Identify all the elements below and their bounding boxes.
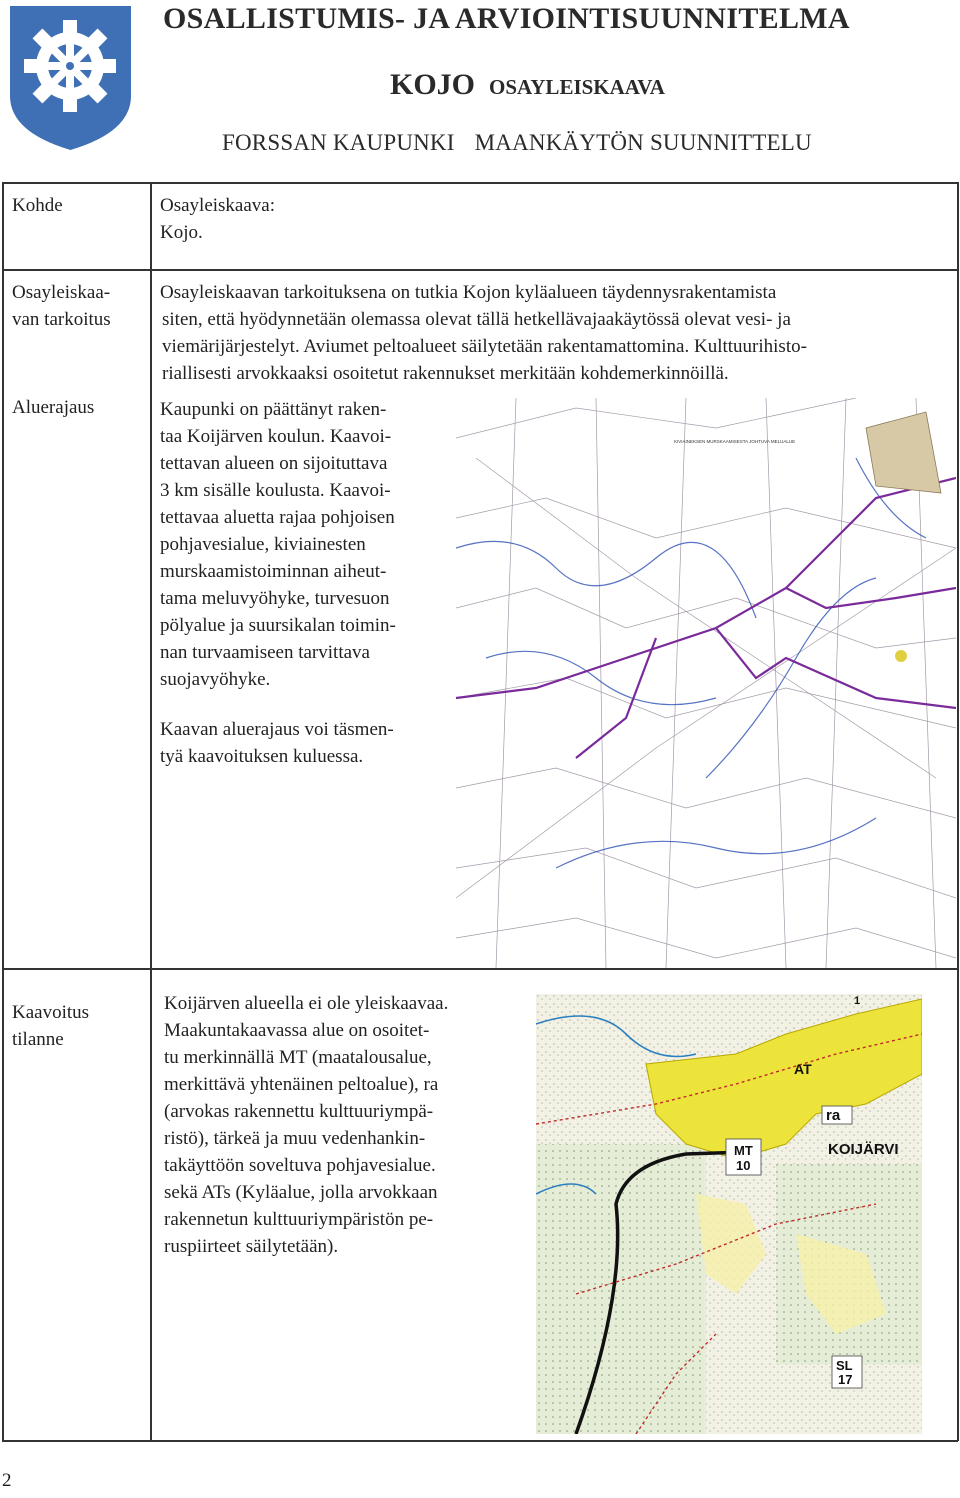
label-line: van tarkoitus [12, 309, 111, 330]
text-line: tama meluvyöhyke, turvesuon [160, 588, 390, 609]
text-line: murskaamistoiminnan aiheut- [160, 561, 387, 582]
document-title: OSALLISTUMIS- JA ARVIOINTISUUNNITELMA [163, 2, 850, 35]
regional-plan-map [536, 994, 922, 1434]
area-boundary-map [456, 398, 956, 968]
text-line: Osayleiskaavan tarkoituksena on tutkia Kojon kyläalueen täydennysrakentamista [160, 282, 777, 303]
map-label-one: 1 [854, 995, 861, 1007]
map-label-ra: ra [826, 1107, 841, 1124]
aluerajaus-text [160, 396, 460, 770]
text-line: tu merkinnällä MT (maatalousalue, [164, 1047, 432, 1068]
department: MAANKÄYTÖN SUUNNITTELU [474, 130, 812, 155]
text-line: tettavan alueen on sijoituttava [160, 453, 388, 474]
text-line: rakennetun kulttuuriympäristön pe- [164, 1209, 434, 1230]
kohde-value [160, 192, 275, 246]
column-divider [150, 182, 152, 1441]
tarkoitus-text [160, 279, 955, 387]
map-label-sl: SL [836, 1358, 853, 1373]
text-line: ruspiirteet säilytetään). [164, 1236, 339, 1257]
text-line: siten, että hyödynnetään olemassa olevat tällä hetkellävajaakäytössä olevat vesi- ja [162, 309, 791, 330]
kohde-line: Osayleiskaava: [160, 195, 276, 216]
text-line: Kaavan aluerajaus voi täsmen- [160, 719, 394, 740]
table-bottom-border [2, 1440, 958, 1442]
text-line: (arvokas rakennettu kulttuuriympä- [164, 1101, 434, 1122]
map-label-mt: MT [734, 1143, 753, 1158]
kohde-line: Kojo. [160, 222, 203, 243]
map-label-sl-number: 17 [838, 1372, 853, 1387]
map-label-at: AT [794, 1061, 812, 1077]
text-line: pohjavesialue, kiviainesten [160, 534, 366, 555]
plan-name-kojo: KOJO [390, 68, 476, 101]
map-label-mt-number: 10 [736, 1158, 751, 1173]
forssa-crest-logo [8, 4, 133, 152]
map-noise-area-label: KIVIAINEKSEN MURSKAAMISESTA JOHTUVA MELUALUE [674, 439, 796, 444]
row-divider-2 [2, 968, 958, 970]
label-line: Osayleiskaa- [12, 282, 111, 303]
row-divider-1 [2, 269, 958, 271]
organization-line [222, 130, 812, 156]
text-line: pölyalue ja suursikalan toimin- [160, 615, 396, 636]
text-line: ristö), tärkeä ja muu vedenhankin- [164, 1128, 426, 1149]
text-line: nan turvaamiseen tarvittava [160, 642, 370, 663]
text-line: suojavyöhyke. [160, 669, 271, 690]
plan-type: OSAYLEISKAAVA [489, 75, 665, 99]
text-line: Maakuntakaavassa alue on osoitet- [164, 1020, 430, 1041]
map-label-koijarvi: KOIJÄRVI [828, 1141, 899, 1158]
text-line: 3 km sisälle koulusta. Kaavoi- [160, 480, 391, 501]
table-left-border [2, 182, 4, 1441]
text-line: Koijärven alueella ei ole yleiskaavaa. [164, 993, 449, 1014]
table-top-border [2, 182, 958, 184]
label-aluerajaus: Aluerajaus [12, 397, 95, 418]
text-line: viemärijärjestelyt. Aviumet peltoalueet säilytetään rakentamattomina. Kulttuurihisto- [162, 336, 807, 357]
text-line: tyä kaavoituksen kuluessa. [160, 746, 364, 767]
organization: FORSSAN KAUPUNKI [222, 130, 455, 155]
kaavoitus-text [164, 990, 524, 1260]
label-tarkoitus [12, 279, 111, 333]
text-line: merkittävä yhtenäinen peltoalue), ra [164, 1074, 439, 1095]
text-line: takäyttöön soveltuva pohjavesialue. [164, 1155, 436, 1176]
text-line: Kaupunki on päättänyt raken- [160, 399, 387, 420]
label-kaavoitus [12, 999, 89, 1053]
table-right-border [957, 182, 959, 1441]
text-line: taa Koijärven koulun. Kaavoi- [160, 426, 392, 447]
label-line: tilanne [12, 1029, 64, 1050]
label-kohde: Kohde [12, 195, 63, 216]
page-number: 2 [2, 1470, 12, 1491]
plan-name [390, 68, 665, 102]
text-line: riallisesti arvokkaaksi osoitetut rakennukset merkitään kohdemerkinnöillä. [162, 363, 729, 384]
text-line: tettavaa aluetta rajaa pohjoisen [160, 507, 395, 528]
label-line: Kaavoitus [12, 1002, 90, 1023]
text-line: sekä ATs (Kyläalue, jolla arvokkaan [164, 1182, 438, 1203]
